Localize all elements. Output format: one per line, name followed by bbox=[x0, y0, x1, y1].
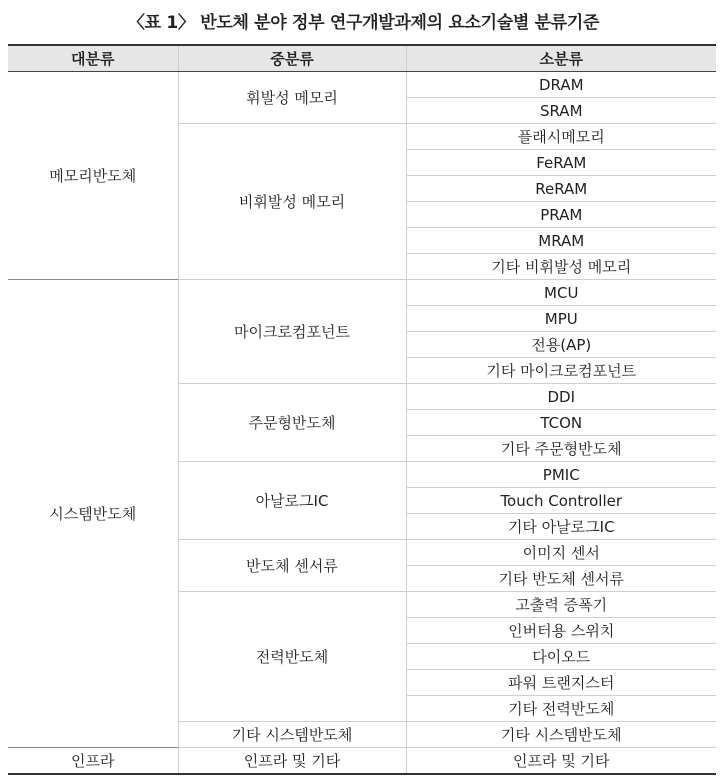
table-row bbox=[8, 280, 716, 306]
minor-category-cell: ReRAM bbox=[406, 176, 716, 202]
middle-category-cell: 마이크로컴포넌트 bbox=[178, 280, 406, 384]
minor-category-cell: 이미지 센서 bbox=[406, 540, 716, 566]
minor-category-cell: MPU bbox=[406, 306, 716, 332]
minor-category-cell: 기타 주문형반도체 bbox=[406, 436, 716, 462]
minor-category-cell: TCON bbox=[406, 410, 716, 436]
header-major: 대분류 bbox=[8, 45, 178, 72]
minor-category-cell: PRAM bbox=[406, 202, 716, 228]
minor-category-cell: 기타 아날로그IC bbox=[406, 514, 716, 540]
table-row bbox=[8, 72, 716, 98]
minor-category-cell: DRAM bbox=[406, 72, 716, 98]
middle-category-cell: 인프라 및 기타 bbox=[178, 748, 406, 775]
minor-category-cell: Touch Controller bbox=[406, 488, 716, 514]
middle-category-cell: 비휘발성 메모리 bbox=[178, 124, 406, 280]
minor-category-cell: 전용(AP) bbox=[406, 332, 716, 358]
minor-category-cell: MCU bbox=[406, 280, 716, 306]
header-row bbox=[8, 45, 716, 72]
table-title: 〈표 1〉 반도체 분야 정부 연구개발과제의 요소기술별 분류기준 bbox=[127, 13, 600, 33]
minor-category-cell: 기타 마이크로컴포넌트 bbox=[406, 358, 716, 384]
minor-category-cell: FeRAM bbox=[406, 150, 716, 176]
middle-category-cell: 전력반도체 bbox=[178, 592, 406, 722]
minor-category-cell: 인버터용 스위치 bbox=[406, 618, 716, 644]
minor-category-cell: 기타 시스템반도체 bbox=[406, 722, 716, 748]
table-body bbox=[8, 72, 716, 775]
minor-category-cell: SRAM bbox=[406, 98, 716, 124]
table-row bbox=[8, 748, 716, 775]
minor-category-cell: 기타 비휘발성 메모리 bbox=[406, 254, 716, 280]
middle-category-cell: 주문형반도체 bbox=[178, 384, 406, 462]
minor-category-cell: 고출력 증폭기 bbox=[406, 592, 716, 618]
minor-category-cell: 파워 트랜지스터 bbox=[406, 670, 716, 696]
middle-category-cell: 아날로그IC bbox=[178, 462, 406, 540]
middle-category-cell: 반도체 센서류 bbox=[178, 540, 406, 592]
minor-category-cell: 인프라 및 기타 bbox=[406, 748, 716, 775]
classification-table bbox=[8, 44, 716, 775]
major-category-cell: 메모리반도체 bbox=[8, 72, 178, 280]
middle-category-cell: 휘발성 메모리 bbox=[178, 72, 406, 124]
major-category-cell: 인프라 bbox=[8, 748, 178, 775]
minor-category-cell: 플래시메모리 bbox=[406, 124, 716, 150]
middle-category-cell: 기타 시스템반도체 bbox=[178, 722, 406, 748]
minor-category-cell: PMIC bbox=[406, 462, 716, 488]
minor-category-cell: 기타 반도체 센서류 bbox=[406, 566, 716, 592]
header-minor: 소분류 bbox=[406, 45, 716, 72]
header-middle: 중분류 bbox=[178, 45, 406, 72]
minor-category-cell: DDI bbox=[406, 384, 716, 410]
minor-category-cell: MRAM bbox=[406, 228, 716, 254]
minor-category-cell: 기타 전력반도체 bbox=[406, 696, 716, 722]
minor-category-cell: 다이오드 bbox=[406, 644, 716, 670]
major-category-cell: 시스템반도체 bbox=[8, 280, 178, 748]
